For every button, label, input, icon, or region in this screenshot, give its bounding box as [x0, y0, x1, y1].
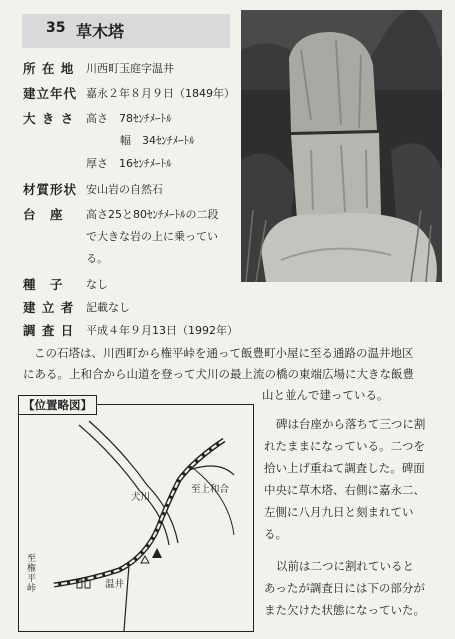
map-river: [79, 425, 169, 545]
map-label-nukui: 温井: [105, 579, 125, 590]
map-drawing: [19, 405, 253, 631]
field-label-location: 所 在 地: [23, 61, 75, 76]
column-line-9: また欠けた状態になっていた。: [264, 603, 425, 617]
column-line-3: 拾い上げ重ねて調査した。碑面: [264, 461, 425, 475]
field-value-height: 高さ 78ｾﾝﾁﾒｰﾄﾙ: [86, 112, 172, 125]
field-label-erected: 建立年代: [23, 86, 78, 101]
field-value-survey-date: 平成４年９月13日（1992年）: [86, 324, 238, 337]
field-value-thickness: 厚さ 16ｾﾝﾁﾒｰﾄﾙ: [86, 157, 172, 170]
field-value-width: 幅 34ｾﾝﾁﾒｰﾄﾙ: [120, 134, 195, 147]
location-map: [18, 395, 254, 632]
paragraph-line-1: この石塔は、川西町から権平峠を通って飯豊町小屋に至る通路の温井地区: [34, 346, 414, 360]
map-label-river: 犬川: [131, 492, 151, 503]
field-label-survey-date: 調 査 日: [23, 323, 75, 338]
field-value-seed: なし: [86, 278, 108, 291]
map-frame: [18, 404, 254, 632]
entry-title: 草木塔: [76, 22, 125, 41]
field-value-material: 安山岩の自然石: [86, 183, 163, 196]
field-value-location: 川西町玉庭字温井: [86, 62, 174, 75]
column-line-5: 左側に八月九日と刻まれてい: [264, 505, 414, 519]
field-value-erected: 嘉永２年８月９日（1849年）: [86, 87, 235, 100]
field-value-pedestal-1: 高さ25と80ｾﾝﾁﾒｰﾄﾙの二段: [86, 208, 219, 221]
map-label-kamiwago: 至上和合: [191, 484, 230, 495]
field-value-pedestal-3: る。: [86, 252, 108, 265]
field-label-pedestal: 台 座: [23, 207, 64, 222]
column-line-6: る。: [264, 527, 287, 541]
field-label-size: 大 き さ: [23, 111, 75, 126]
column-line-1: 碑は台座から落ちて三つに割: [276, 417, 426, 431]
field-label-builder: 建 立 者: [23, 300, 75, 315]
field-value-builder: 記載なし: [86, 301, 130, 314]
field-label-material: 材質形状: [23, 182, 78, 197]
map-road: [54, 440, 224, 585]
map-title: 【位置略図】: [18, 395, 97, 415]
paragraph-line-2: にある。上和合から山道を登って犬川の最上流の橋の東端広場に大きな飯豊: [23, 367, 414, 381]
map-label-gonbei: 至権平峠: [25, 553, 35, 593]
column-line-2: れたままになっている。二つを: [264, 439, 425, 453]
paragraph-line-3: 山と並んで建っている。: [262, 388, 389, 402]
field-value-pedestal-2: で大きな岩の上に乗ってい: [86, 230, 218, 243]
map-monument-marker: [152, 548, 162, 558]
column-line-8: あったが調査日には下の部分が: [264, 581, 425, 595]
field-label-seed: 種 子: [23, 277, 64, 292]
stone-monument-photo: [241, 10, 442, 282]
column-line-7: 以前は二つに割れていると: [276, 559, 414, 573]
entry-number: 35: [46, 20, 66, 36]
column-line-4: 中央に草木塔、右側に嘉永二、: [264, 483, 425, 497]
